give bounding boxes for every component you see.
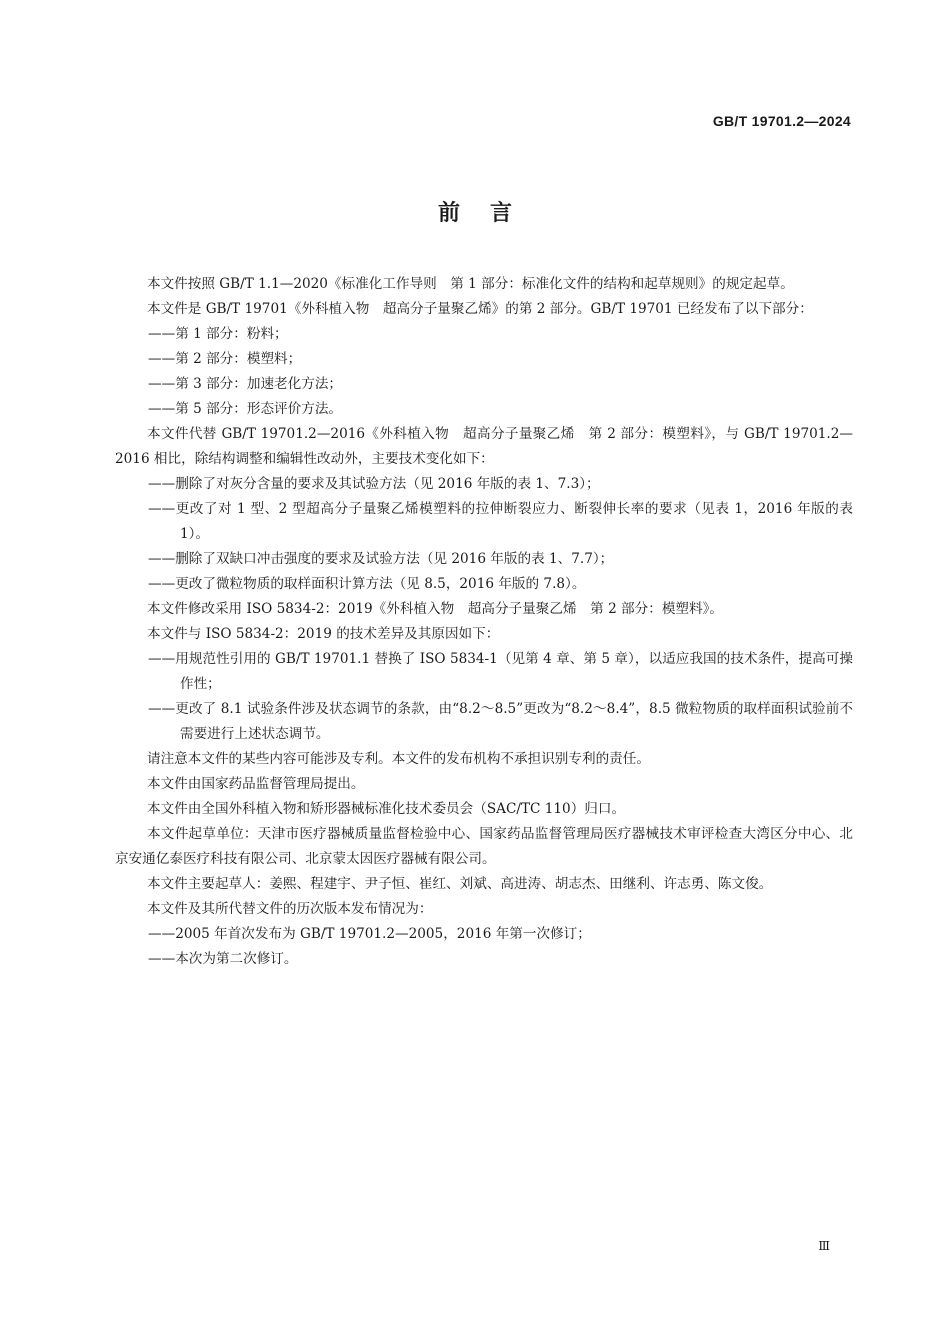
list-item: ——第 1 部分：粉料；: [148, 326, 288, 342]
list-item: ——本次为第二次修订。: [148, 951, 298, 967]
paragraph: 本文件及其所代替文件的历次版本发布情况为：: [147, 901, 433, 917]
list-item: ——更改了对 1 型、2 型超高分子量聚乙烯模塑料的拉伸断裂应力、断裂伸长率的要求（见表 1，2016 年版的表 1）。: [148, 501, 853, 542]
list-item: ——用规范性引用的 GB/T 19701.1 替换了 ISO 5834-1（见第 4 章、第 5 章），以适应我国的技术条件，提高可操作性；: [148, 651, 853, 692]
paragraph: 本文件由国家药品监督管理局提出。: [147, 776, 365, 792]
paragraph: 本文件与 ISO 5834-2：2019 的技术差异及其原因如下：: [147, 626, 500, 642]
paragraph: 本文件代替 GB/T 19701.2—2016《外科植入物 超高分子量聚乙烯 第 2 部分：模塑料》，与 GB/T 19701.2—2016 相比，除结构调整和编辑性改动外，主要技术变化如下：: [115, 426, 853, 467]
list-item: ——2005 年首次发布为 GB/T 19701.2—2005，2016 年第一次修订；: [148, 926, 591, 942]
page-number: Ⅲ: [818, 1239, 830, 1253]
paragraph: 本文件主要起草人：姜熙、程建宇、尹子恒、崔红、刘斌、高进涛、胡志杰、田继利、许志勇、陈文俊。: [147, 876, 773, 892]
paragraph: 本文件修改采用 ISO 5834-2：2019《外科植入物 超高分子量聚乙烯 第 2 部分：模塑料》。: [147, 601, 723, 617]
list-item: ——第 5 部分：形态评价方法。: [148, 401, 343, 417]
paragraph: 本文件按照 GB/T 1.1—2020《标准化工作导则 第 1 部分：标准化文件的结构和起草规则》的规定起草。: [147, 276, 794, 292]
paragraph: 本文件由全国外科植入物和矫形器械标准化技术委员会（SAC/TC 110）归口。: [147, 801, 626, 817]
list-item: ——更改了 8.1 试验条件涉及状态调节的条款，由“8.2～8.5”更改为“8.2～8.4”，8.5 微粒物质的取样面积试验前不需要进行上述状态调节。: [148, 701, 853, 742]
page-title: 前言: [437, 201, 542, 226]
paragraph: 本文件起草单位：天津市医疗器械质量监督检验中心、国家药品监督管理局医疗器械技术审评检查大湾区分中心、北京安通亿泰医疗科技有限公司、北京蒙太因医疗器械有限公司。: [115, 826, 853, 867]
standard-code: GB/T 19701.2—2024: [712, 113, 851, 129]
list-item: ——更改了微粒物质的取样面积计算方法（见 8.5，2016 年版的 7.8）。: [148, 576, 586, 592]
foreword-body: [115, 272, 853, 972]
list-item: ——删除了双缺口冲击强度的要求及试验方法（见 2016 年版的表 1、7.7）；: [148, 551, 614, 567]
list-item: ——第 2 部分：模塑料；: [148, 351, 302, 367]
paragraph: 本文件是 GB/T 19701《外科植入物 超高分子量聚乙烯》的第 2 部分。GB/T 19701 已经发布了以下部分：: [147, 301, 813, 317]
list-item: ——删除了对灰分含量的要求及其试验方法（见 2016 年版的表 1、7.3）；: [148, 476, 600, 492]
paragraph: 请注意本文件的某些内容可能涉及专利。本文件的发布机构不承担识别专利的责任。: [147, 751, 650, 767]
list-item: ——第 3 部分：加速老化方法；: [148, 376, 343, 392]
